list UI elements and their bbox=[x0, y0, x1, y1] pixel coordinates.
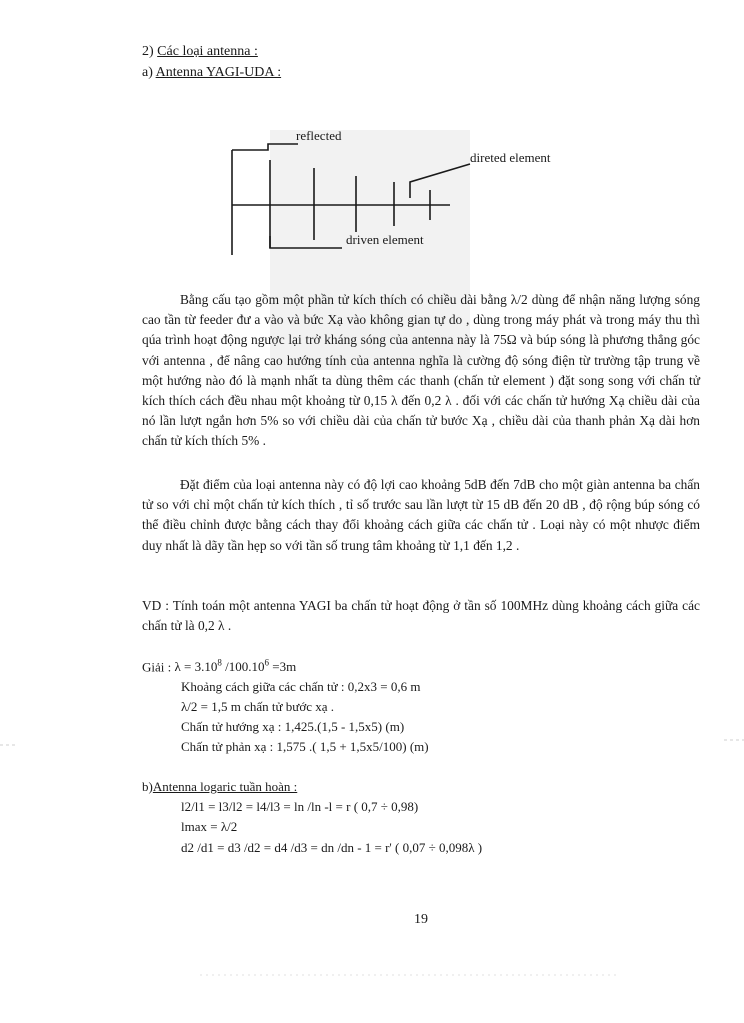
formula-exponent-2: 6 bbox=[264, 658, 270, 668]
solution-line-2: λ/2 = 1,5 m chấn tử bước xạ . bbox=[181, 699, 335, 714]
solution-line-1: Khoảng cách giữa các chấn tử : 0,2x3 = 0,6 m bbox=[181, 679, 421, 694]
reflected-label: reflected bbox=[296, 128, 342, 143]
solution-label: Giải : bbox=[142, 659, 172, 675]
page-number: 19 bbox=[414, 912, 428, 927]
formula-exponent-1: 8 bbox=[217, 658, 222, 668]
solution-line-3: Chấn tử hướng xạ : 1,425.(1,5 - 1,5x5) (m) bbox=[181, 719, 405, 734]
formula-part-3: =3m bbox=[269, 659, 297, 675]
paragraph-1: Bằng cấu tạo gồm một phần tử kích thích có chiều dài bằng λ/2 dùng để nhận năng lượng sóng cao tần từ feeder đư a vào và bức Xạ vào không gian tự do , dùng trong máy phát và trong máy thu thì qúa trình hoạt động ngược lại trở kháng sóng của antenna này là 75Ω và búp sóng là phương thẳng góc với antenna , để nâng cao hướng tính của antenna nghĩa là cường độ sóng điện từ trường tập trung về một hướng nào đó là mạnh nhất ta dùng thêm các thanh (chấn tử element ) đặt song song với chấn tử kích thích cách đều nhau một khoảng từ 0,15 λ đến 0,2 λ . đối với các chấn tử hướng Xạ chiều dài của nó lần lượt ngắn hơn 5% so với chiều dài của chấn tử bước Xạ , chiều dài của thanh phản Xạ dài hơn chấn tử kích thích 5% . bbox=[142, 292, 700, 449]
log-periodic-line-2: lmax = λ/2 bbox=[181, 819, 238, 834]
subsection-a-title: Antenna YAGI-UDA : bbox=[155, 65, 282, 80]
subsection-b-title: Antenna logaric tuần hoàn : bbox=[152, 779, 298, 794]
directed-label: direted element bbox=[470, 150, 551, 165]
section-title: Các loại antenna : bbox=[157, 44, 258, 59]
log-periodic-line-1: l2/l1 = l3/l2 = l4/l3 = ln /ln -l = r ( 0,7 ÷ 0,98) bbox=[181, 799, 419, 814]
subsection-a-number: a) bbox=[142, 65, 153, 80]
log-periodic-line-3: d2 /d1 = d3 /d2 = d4 /d3 = dn /dn - 1 = r' ( 0,07 ÷ 0,098λ ) bbox=[181, 840, 483, 855]
solution-line-4: Chấn tử phản xạ : 1,575 .( 1,5 + 1,5x5/100) (m) bbox=[181, 739, 429, 754]
paragraph-2: Đặt điểm của loại antenna này có độ lợi cao khoảng 5dB đến 7dB cho một giàn antenna ba chấn tử so với chỉ một chấn tử kích thích , tỉ số trước sau lần lượt từ 15 dB đến 20 dB , độ rộng búp sóng có thể điều chỉnh được bằng cách thay đổi khoảng cách giữa các chấn tử . Loại này có một nhược điểm duy nhất là dãy tần hẹp so với tần số trung tâm khoảng từ 1,1 đến 1,2 . bbox=[142, 477, 700, 553]
formula-part-1: λ = 3.10 bbox=[174, 659, 218, 675]
example-text: VD : Tính toán một antenna YAGI ba chấn tử hoạt động ở tần số 100MHz dùng khoảng cách giữa các chấn tử là 0,2 λ . bbox=[142, 598, 700, 634]
subsection-b-number: b) bbox=[142, 779, 153, 794]
section-number: 2) bbox=[142, 44, 154, 59]
formula-part-2: /100.10 bbox=[221, 659, 265, 675]
driven-label: driven element bbox=[346, 232, 424, 247]
